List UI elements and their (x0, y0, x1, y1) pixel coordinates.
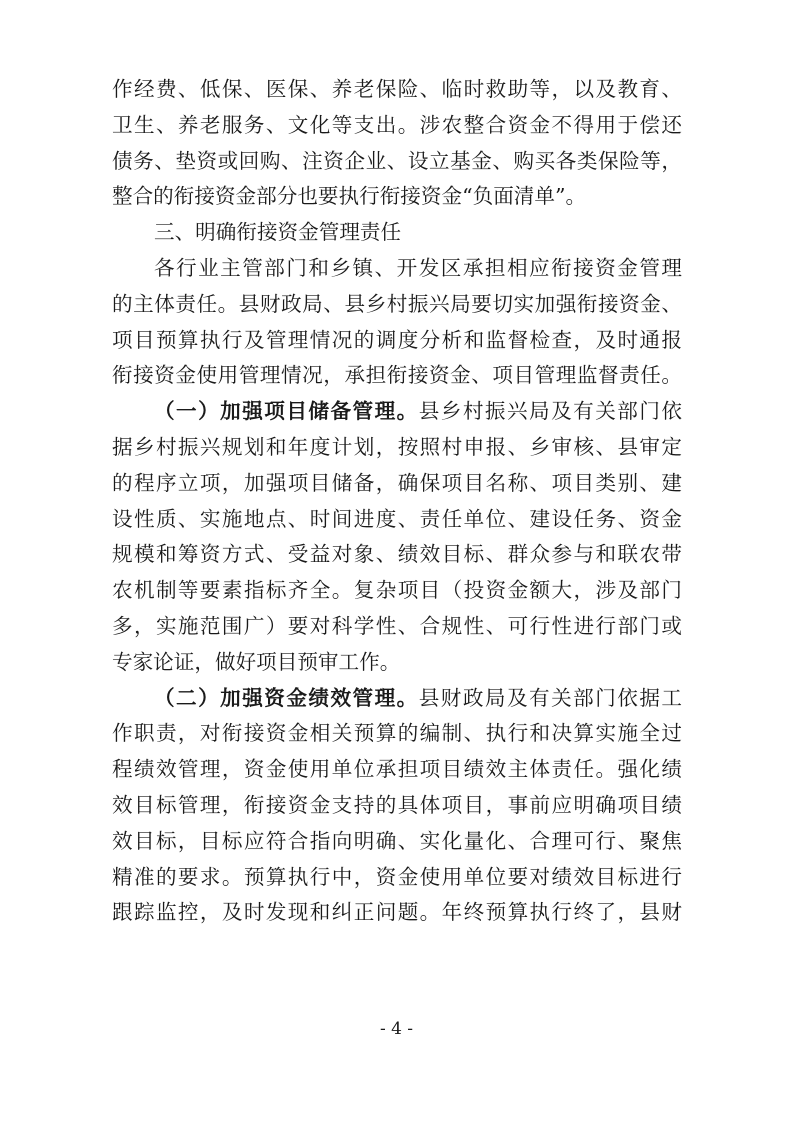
text-line: 的程序立项，加强项目储备，确保项目名称、项目类别、建 (112, 470, 682, 495)
text-line: 效目标管理，衔接资金支持的具体项目，事前应明确项目绩 (112, 792, 682, 817)
text-line: 债务、垫资或回购、注资企业、设立基金、购买各类保险等， (112, 148, 682, 173)
text-line: 规模和筹资方式、受益对象、绩效目标、群众参与和联农带 (112, 542, 682, 567)
text-line: 整合的衔接资金部分也要执行衔接资金“负面清单”。 (112, 184, 587, 209)
section-heading: 三、明确衔接资金管理责任 (154, 220, 402, 245)
subsection-heading: （一）加强项目储备管理。 (154, 399, 419, 424)
text-line: 衔接资金使用管理情况，承担衔接资金、项目管理监督责任。 (112, 363, 682, 388)
text-line: 各行业主管部门和乡镇、开发区承担相应衔接资金管理 (154, 255, 682, 280)
text-line: 作职责，对衔接资金相关预算的编制、执行和决算实施全过 (112, 721, 682, 746)
text-line: 跟踪监控，及时发现和纠正问题。年终预算执行终了，县财 (112, 900, 682, 925)
text-line: 作经费、低保、医保、养老保险、临时救助等，以及教育、 (112, 77, 682, 101)
text-line: 农机制等要素指标齐全。复杂项目（投资金额大，涉及部门 (112, 578, 682, 603)
text-fragment: 县乡村振兴局及有关部门依 (418, 399, 682, 424)
text-line: 多，实施范围广）要对科学性、合规性、可行性进行部门或 (112, 613, 682, 638)
text-line: 据乡村振兴规划和年度计划，按照村申报、乡审核、县审定 (112, 434, 682, 459)
text-line: 设性质、实施地点、时间进度、责任单位、建设任务、资金 (112, 506, 682, 531)
text-line: 专家论证，做好项目预审工作。 (112, 649, 401, 674)
text-line: 程绩效管理，资金使用单位承担项目绩效主体责任。强化绩 (112, 757, 682, 782)
text-fragment: 县财政局及有关部门依据工 (418, 685, 682, 710)
text-line: 效目标，目标应符合指向明确、实化量化、合理可行、聚焦 (112, 828, 682, 853)
subsection-heading: （二）加强资金绩效管理。 (154, 685, 419, 710)
text-line: 卫生、养老服务、文化等支出。涉农整合资金不得用于偿还 (112, 112, 682, 137)
document-body (112, 72, 682, 931)
text-line: 的主体责任。县财政局、县乡村振兴局要切实加强衔接资金、 (112, 291, 682, 316)
subsection-first-line (112, 681, 682, 717)
text-line: 精准的要求。预算执行中，资金使用单位要对绩效目标进行 (112, 864, 682, 889)
subsection-first-line (112, 394, 682, 430)
text-line: 项目预算执行及管理情况的调度分析和监督检查，及时通报 (112, 327, 682, 352)
page-number: - 4 - (379, 1019, 414, 1039)
